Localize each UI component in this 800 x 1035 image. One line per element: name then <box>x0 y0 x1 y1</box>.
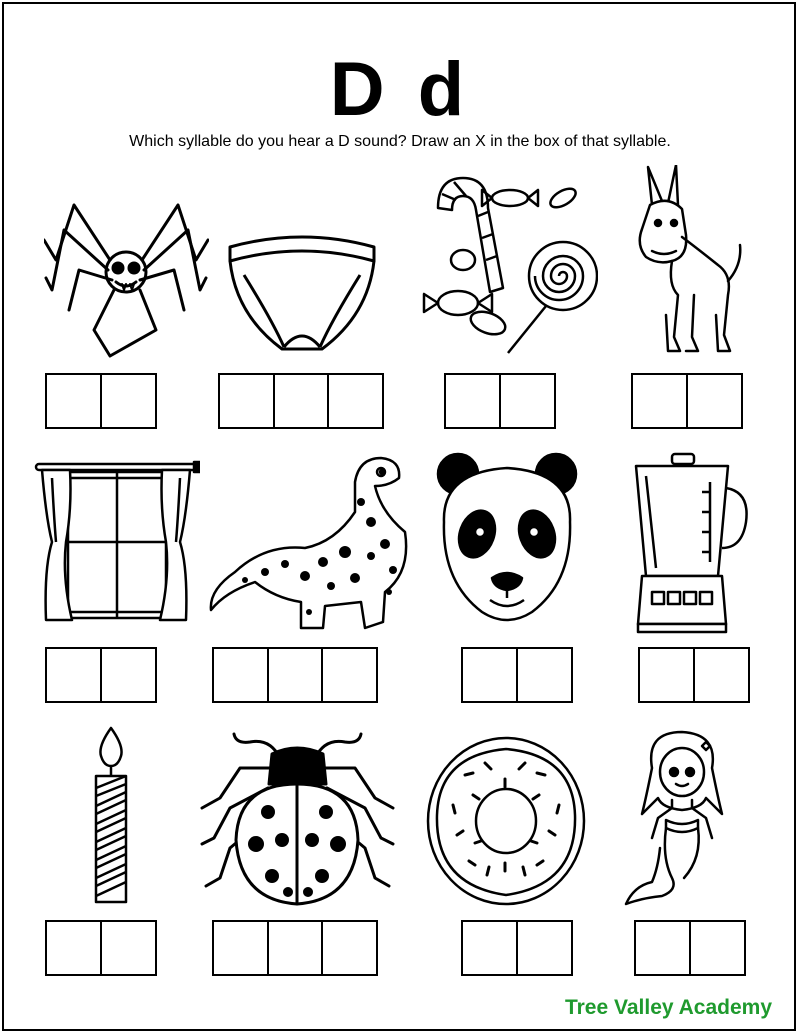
footer-brand: Tree Valley Academy <box>564 996 772 1019</box>
syllable-box[interactable] <box>640 649 695 701</box>
syllable-box[interactable] <box>323 922 376 974</box>
syllable-box[interactable] <box>102 922 155 974</box>
syllable-box[interactable] <box>688 375 741 427</box>
candle-icon <box>88 726 134 906</box>
syllable-box[interactable] <box>214 649 269 701</box>
syllable-box[interactable] <box>102 375 155 427</box>
syllable-boxes-dinosaur[interactable] <box>212 647 378 703</box>
syllable-boxes-ladybug[interactable] <box>212 920 378 976</box>
dinosaur-icon <box>205 452 413 632</box>
syllable-box[interactable] <box>518 922 571 974</box>
syllable-boxes-candy[interactable] <box>444 373 556 429</box>
syllable-box[interactable] <box>220 375 275 427</box>
syllable-box[interactable] <box>269 649 324 701</box>
syllable-box[interactable] <box>47 922 102 974</box>
donkey-icon <box>628 165 748 357</box>
spider-icon <box>44 200 209 358</box>
syllable-box[interactable] <box>463 649 518 701</box>
syllable-boxes-panda[interactable] <box>461 647 573 703</box>
syllable-boxes-candle[interactable] <box>45 920 157 976</box>
syllable-box[interactable] <box>518 649 571 701</box>
window-icon <box>32 458 200 626</box>
blender-icon <box>622 452 752 634</box>
panda-icon <box>432 452 582 630</box>
donut-icon <box>425 735 587 907</box>
syllable-box[interactable] <box>102 649 155 701</box>
syllable-boxes-spider[interactable] <box>45 373 157 429</box>
ladybug-icon <box>200 728 395 908</box>
candy-icon <box>418 168 598 356</box>
instructions-text: Which syllable do you hear a D sound? Draw an X in the box of that syllable. <box>129 133 671 150</box>
syllable-box[interactable] <box>323 649 376 701</box>
syllable-boxes-donkey[interactable] <box>631 373 743 429</box>
syllable-box[interactable] <box>501 375 554 427</box>
syllable-boxes-underwear[interactable] <box>218 373 384 429</box>
syllable-boxes-donut[interactable] <box>461 920 573 976</box>
syllable-boxes-window[interactable] <box>45 647 157 703</box>
syllable-box[interactable] <box>275 375 330 427</box>
syllable-box[interactable] <box>463 922 518 974</box>
underwear-icon <box>222 225 382 353</box>
syllable-box[interactable] <box>691 922 744 974</box>
syllable-box[interactable] <box>633 375 688 427</box>
syllable-box[interactable] <box>446 375 501 427</box>
syllable-box[interactable] <box>636 922 691 974</box>
syllable-box[interactable] <box>329 375 382 427</box>
page-title: D d <box>329 47 471 132</box>
syllable-boxes-mermaid[interactable] <box>634 920 746 976</box>
syllable-box[interactable] <box>47 375 102 427</box>
syllable-box[interactable] <box>214 922 269 974</box>
mermaid-icon <box>622 728 740 906</box>
syllable-box[interactable] <box>695 649 748 701</box>
syllable-box[interactable] <box>47 649 102 701</box>
syllable-box[interactable] <box>269 922 324 974</box>
syllable-boxes-blender[interactable] <box>638 647 750 703</box>
